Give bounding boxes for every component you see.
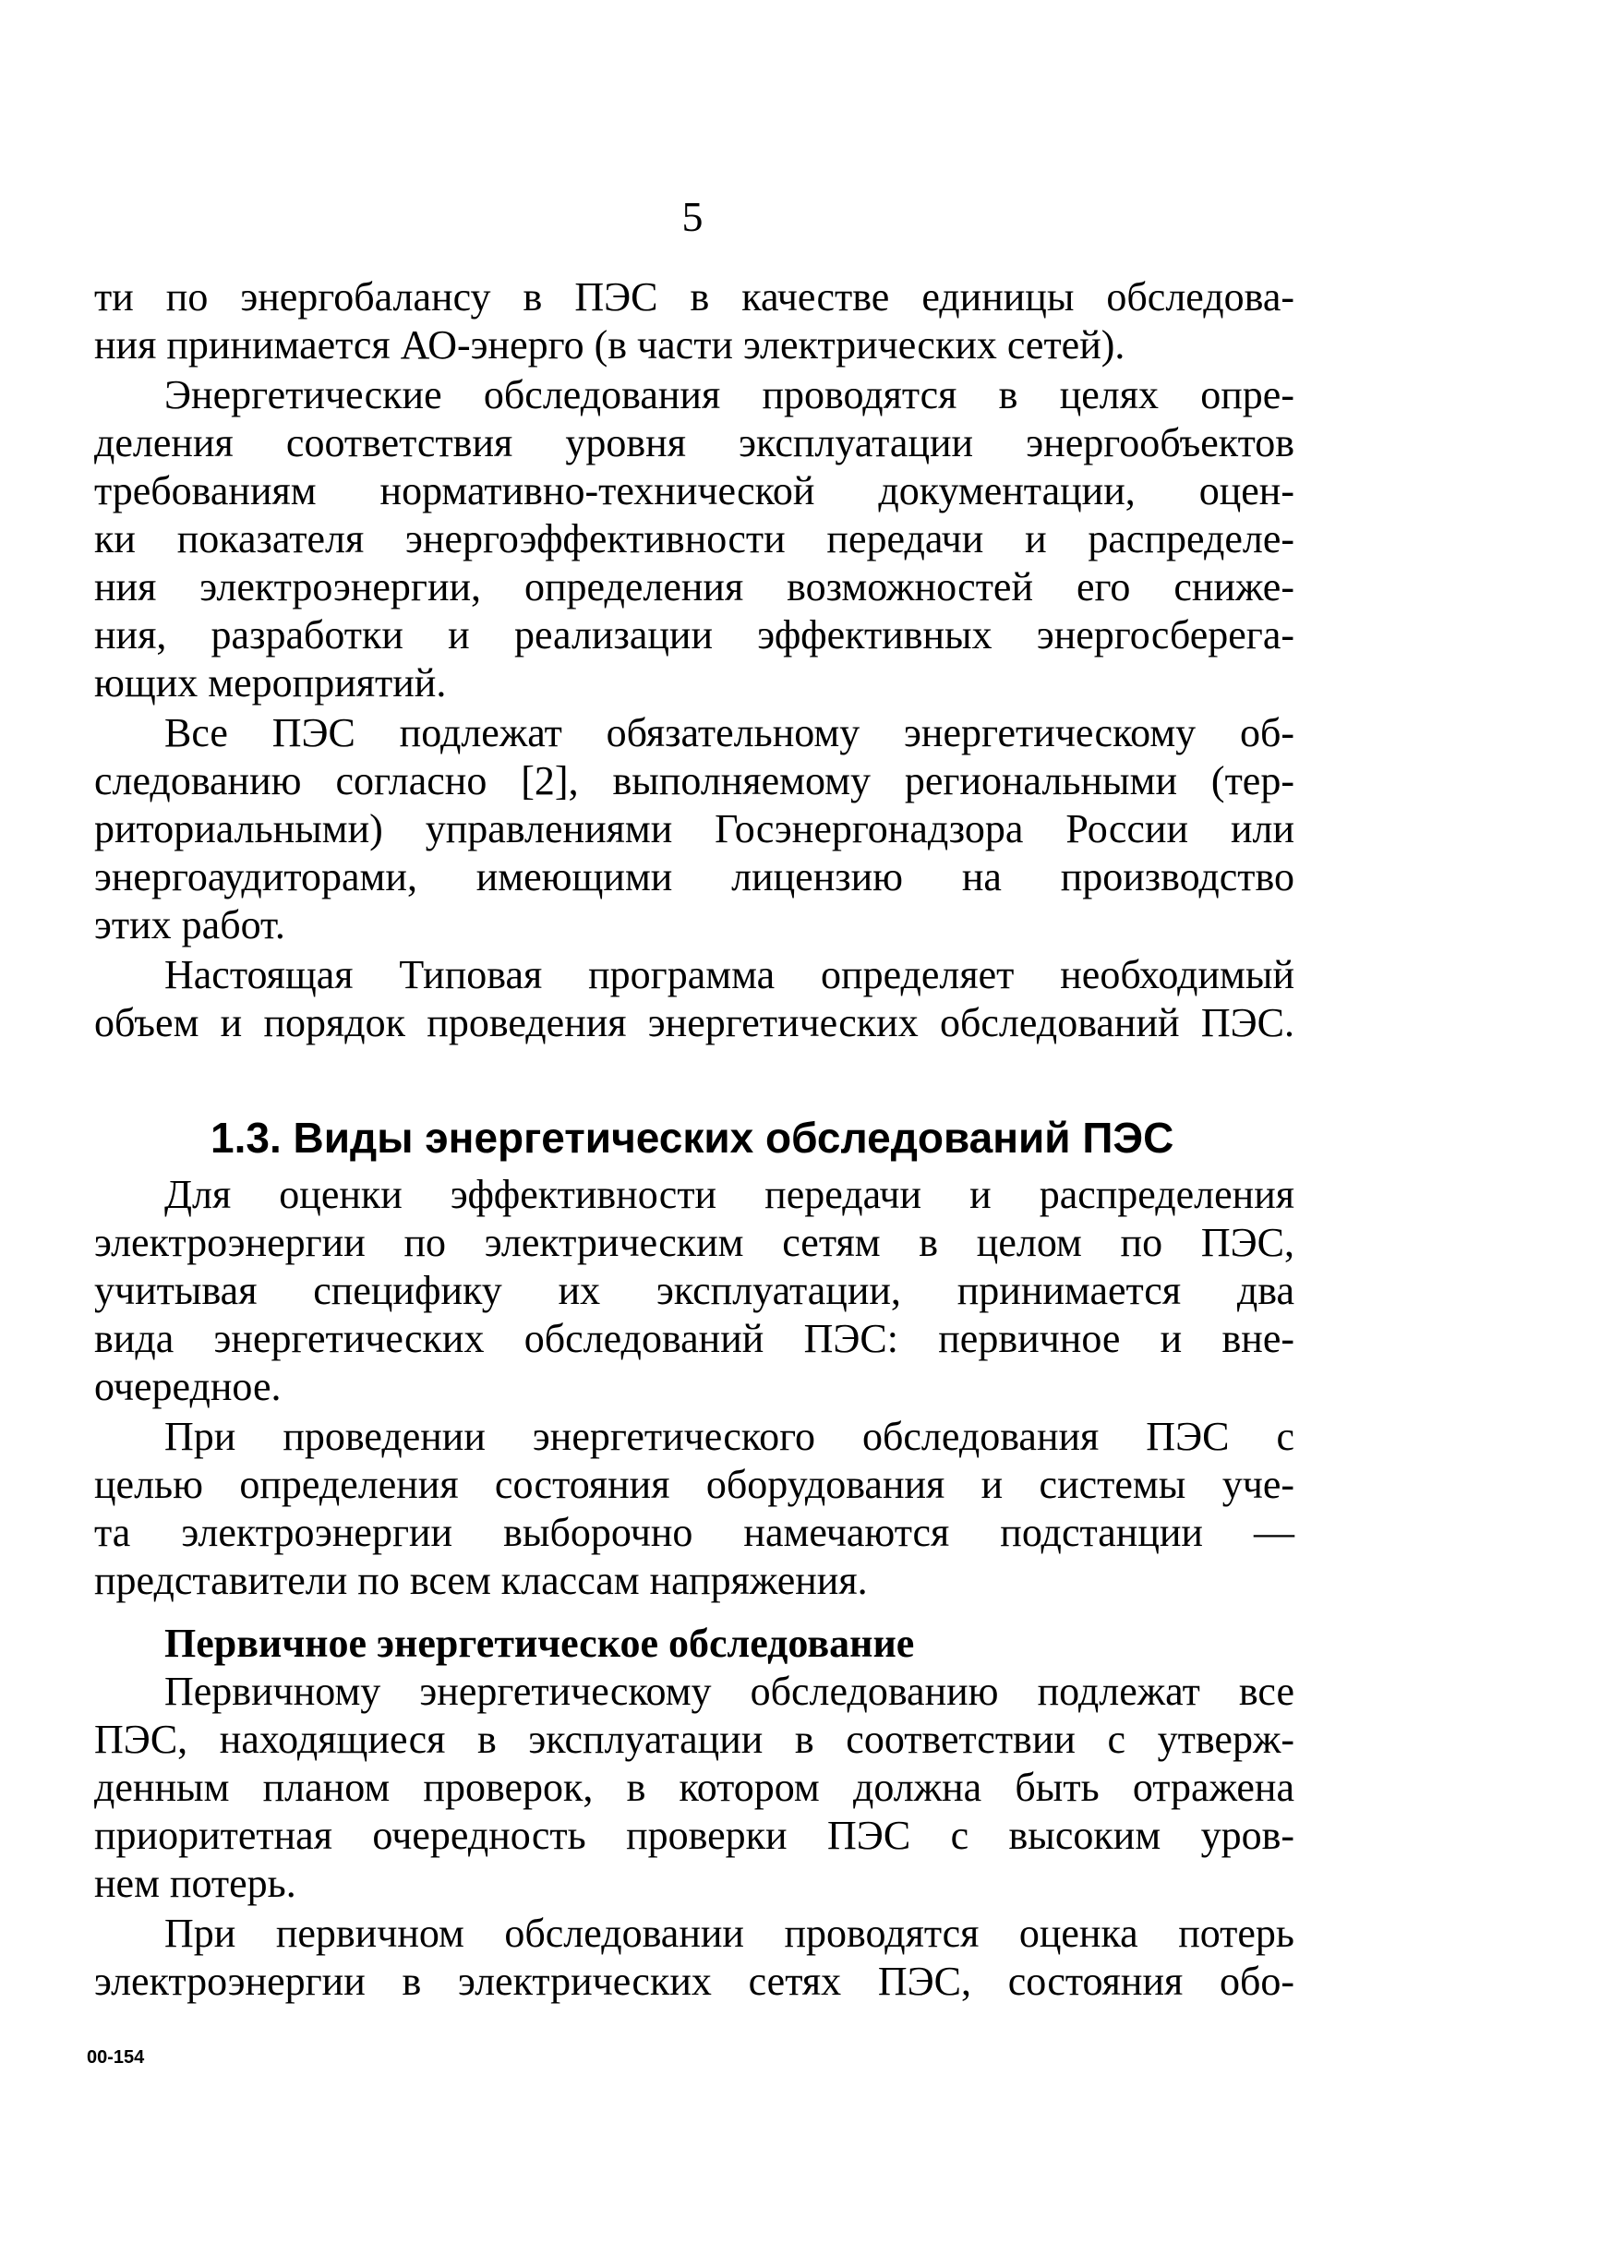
text-line: вида энергетических обследований ПЭС: первичное и вне- [94,1316,1294,1361]
text-line: нем потерь. [94,1861,296,1906]
text-line: следованию согласно [2], выполняемому региональными (тер- [94,758,1294,803]
text-line: требованиям нормативно-технической документации, оцен- [94,468,1294,513]
paragraph-substations [94,1413,1294,1605]
text-line: ния электроэнергии, определения возможностей его сниже- [94,564,1294,609]
text-line: приоритетная очередность проверки ПЭС с высоким уров- [94,1813,1294,1858]
paragraph-purpose [94,371,1294,707]
text-line: учитывая специфику их эксплуатации, принимается два [94,1268,1294,1313]
text-line: Энергетические обследования проводятся в целях опре- [164,372,1294,417]
paragraph-continuation [94,273,1294,369]
text-line: деления соответствия уровня эксплуатации энергообъектов [94,420,1294,465]
text-line: При проведении энергетического обследования ПЭС с [164,1414,1294,1459]
text-line: ПЭС, находящиеся в эксплуатации в соответствии с утверж- [94,1717,1294,1762]
text-line: очередное. [94,1364,282,1409]
text-line: этих работ. [94,902,285,947]
paragraph-mandatory [94,709,1294,949]
text-line: электроэнергии по электрическим сетям в целом по ПЭС, [94,1220,1294,1265]
text-line: энергоаудиторами, имеющими лицензию на производство [94,854,1294,899]
text-line: ния, разработки и реализации эффективных энергосберега- [94,612,1294,657]
text-line: целью определения состояния оборудования и системы уче- [94,1462,1294,1507]
text-line: При первичном обследовании проводятся оценка потерь [164,1911,1294,1956]
subheading: Первичное энергетическое обследование [164,1621,915,1666]
paragraph-survey-types [94,1171,1294,1411]
text-line: Для оценки эффективности передачи и распределения [164,1172,1294,1217]
text-line: ти по энергобалансу в ПЭС в качестве единицы обследова- [94,274,1294,320]
page-number: 5 [681,193,704,240]
footer-code: 00-154 [87,2047,145,2068]
text-line: Все ПЭС подлежат обязательному энергетическому об- [164,710,1294,755]
paragraph-primary-assessment [94,1910,1294,2006]
page-body [94,273,1294,2008]
text-line: денным планом проверок, в котором должна быть отражена [94,1765,1294,1810]
text-line: представители по всем классам напряжения. [94,1558,868,1603]
text-line: электроэнергии в электрических сетях ПЭС, состояния обо- [94,1959,1294,2004]
text-line: Настоящая Типовая программа определяет необходимый [164,952,1294,997]
text-line: риториальными) управлениями Госэнергонадзора России или [94,806,1294,851]
text-line: та электроэнергии выборочно намечаются подстанции — [94,1510,1294,1555]
text-line: ния принимается АО-энерго (в части электрических сетей). [94,322,1125,368]
paragraph-program-scope [94,951,1294,1047]
text-line: ющих мероприятий. [94,660,447,706]
section-heading: 1.3. Виды энергетических обследований ПЭС [211,1114,1174,1162]
paragraph-primary-survey [94,1668,1294,1908]
text-line: Первичному энергетическому обследованию подлежат все [164,1669,1294,1714]
text-line: ки показателя энергоэффективности передачи и распределе- [94,516,1294,561]
text-line: объем и порядок проведения энергетических обследований ПЭС. [94,1000,1294,1045]
